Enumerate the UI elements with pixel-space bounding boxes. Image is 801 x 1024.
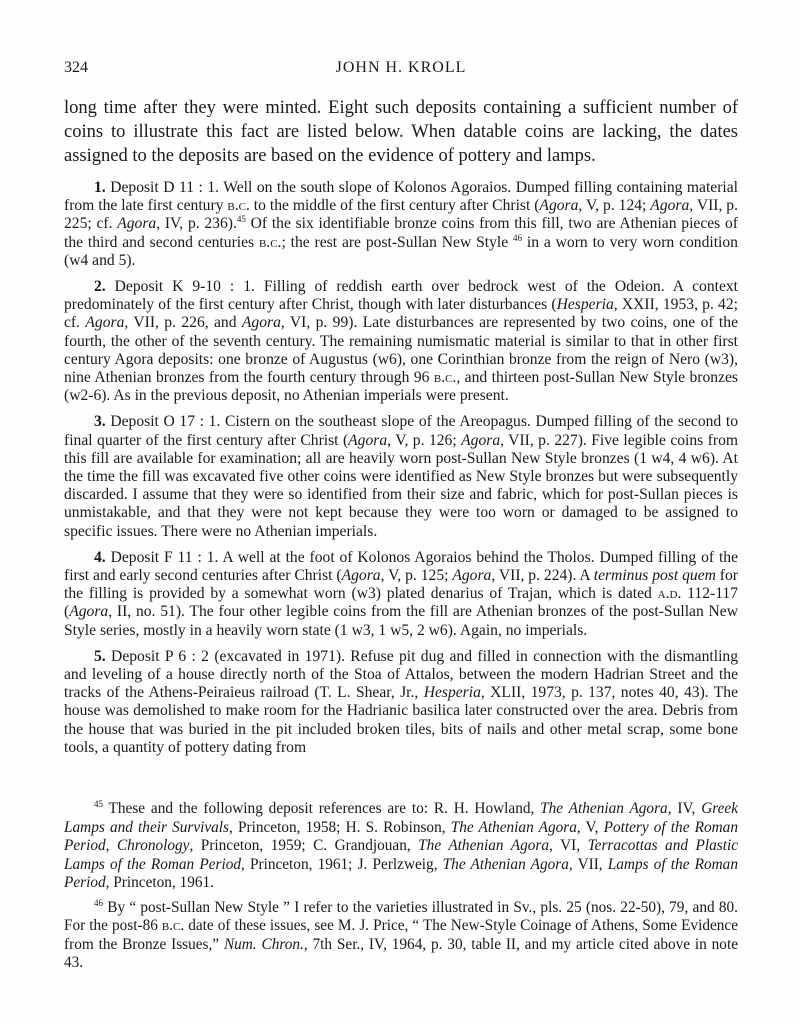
deposit-number: 5. (94, 647, 106, 665)
deposit-number: 2. (94, 278, 106, 296)
deposit-number: 3. (94, 413, 106, 431)
deposit-number: 4. (94, 548, 106, 566)
page-header (64, 59, 738, 83)
footnote-number: 46 (94, 897, 103, 908)
footnote: $^{46}$ By “ post-Sullan New Style ” I refer to the varieties illustrated in Sv., pls. 25 (nos. 22-50), 79, and 80. For the post-86 b.c. date of these issues, see M. J. Price, “ The New-Style Coinage of Athens, Some Evidence from the Bronze Issues,” Num. Chron., 7th Ser., IV, 1964, p. 30, table II, and my article cited above in note 43. (64, 897, 739, 971)
deposit-entry: 3. Deposit O 17 : 1. Cistern on the southeast slope of the Areopagus. Dumped filling of the second to final quarter of the first century after Christ (Agora, V, p. 126; Agora, VII, p. 227). Five legible coins from this fill are available for examination; all are heavily worn post-Sullan New Style bronzes (1 w4, 4 w6). At the time the fill was excavated five other coins were identified as New Style bronzes but were subsequently discarded. I assume that they were so identified from their size and fabric, which for post-Sullan pieces is unmistakable, and that they were not kept because they were too worn or damaged to be assigned to specific issues. There were no Athenian imperials. (64, 413, 738, 540)
footnote: $^{45}$ These and the following deposit references are to: R. H. Howland, The Athenian Agora, IV, Greek Lamps and their Survivals, Princeton, 1958; H. S. Robinson, The Athenian Agora, V, Pottery of the Roman Period, Chronology, Princeton, 1959; C. Grandjouan, The Athenian Agora, VI, Terracottas and Plastic Lamps of the Roman Period, Princeton, 1961; J. Perlzweig, The Athenian Agora, VII, Lamps of the Roman Period, Princeton, 1961. (64, 798, 738, 891)
footnote-ref: 45 (236, 214, 246, 225)
running-head: JOHN H. KROLL (335, 59, 467, 76)
footnote-separator (64, 775, 738, 776)
page-number: 324 (64, 59, 88, 76)
footnote-number: 45 (94, 798, 103, 809)
footnote-ref: 46 (513, 232, 522, 243)
deposit-entry: 1. Deposit D 11 : 1. Well on the south slope of Kolonos Agoraios. Dumped filling containing material from the late first century b.c. to the middle of the first century after Christ (Agora, V, p. 124; Agora, VII, p. 225; cf. Agora, IV, p. 236).$^{45}$ Of the six identifiable bronze coins from this fill, two are Athenian pieces of the third and second centuries b.c.; the rest are post-Sullan New Style $^{46}$ in a worn to very worn condition (w4 and 5). (64, 179, 738, 269)
deposit-list (64, 179, 738, 765)
deposit-entry: 5. Deposit P 6 : 2 (excavated in 1971). Refuse pit dug and filled in connection with the dismantling and leveling of a house directly north of the Stoa of Attalos, between the modern Hadrian Street and the tracks of the Athens-Peiraieus railroad (T. L. Shear, Jr., Hesperia, XLII, 1973, p. 137, notes 40, 43). The house was demolished to make room for the Hadrianic basilica later constructed over the area. Debris from the house that was buried in the pit included broken tiles, bits of nails and other metal scrap, some bone tools, a quantity of pottery dating from (64, 647, 738, 756)
footnotes (64, 800, 738, 979)
deposit-entry: 2. Deposit K 9-10 : 1. Filling of reddish earth over bedrock west of the Odeion. A context predominately of the first century after Christ, though with later disturbances (Hesperia, XXII, 1953, p. 42; cf. Agora, VII, p. 226, and Agora, VI, p. 99). Late disturbances are represented by two coins, one of the fourth, the other of the seventh century. The remaining numismatic material is similar to that in other first century Agora deposits: one bronze of Augustus (w6), one Corinthian bronze from the reign of Nero (w3), nine Athenian bronzes from the fourth century through 96 b.c., and thirteen post-Sullan New Style bronzes (w2-6). As in the previous deposit, no Athenian imperials were present. (64, 278, 739, 405)
lead-paragraph: long time after they were minted. Eight such deposits containing a sufficient number of coins to illustrate this fact are listed below. When datable coins are lacking, the dates assigned to the deposits are based on the evidence of pottery and lamps. (64, 98, 738, 166)
deposit-number: 1. (94, 179, 106, 196)
deposit-entry: 4. Deposit F 11 : 1. A well at the foot of Kolonos Agoraios behind the Tholos. Dumped filling of the first and early second centuries after Christ (Agora, V, p. 125; Agora, VII, p. 224). A terminus post quem for the filling is provided by a somewhat worn (w3) plated denarius of Trajan, which is dated a.d. 112-117 (Agora, II, no. 51). The four other legible coins from the fill are Athenian bronzes of the post-Sullan New Style series, mostly in a heavily worn state (1 w3, 1 w5, 2 w6). Again, no imperials. (64, 548, 739, 639)
